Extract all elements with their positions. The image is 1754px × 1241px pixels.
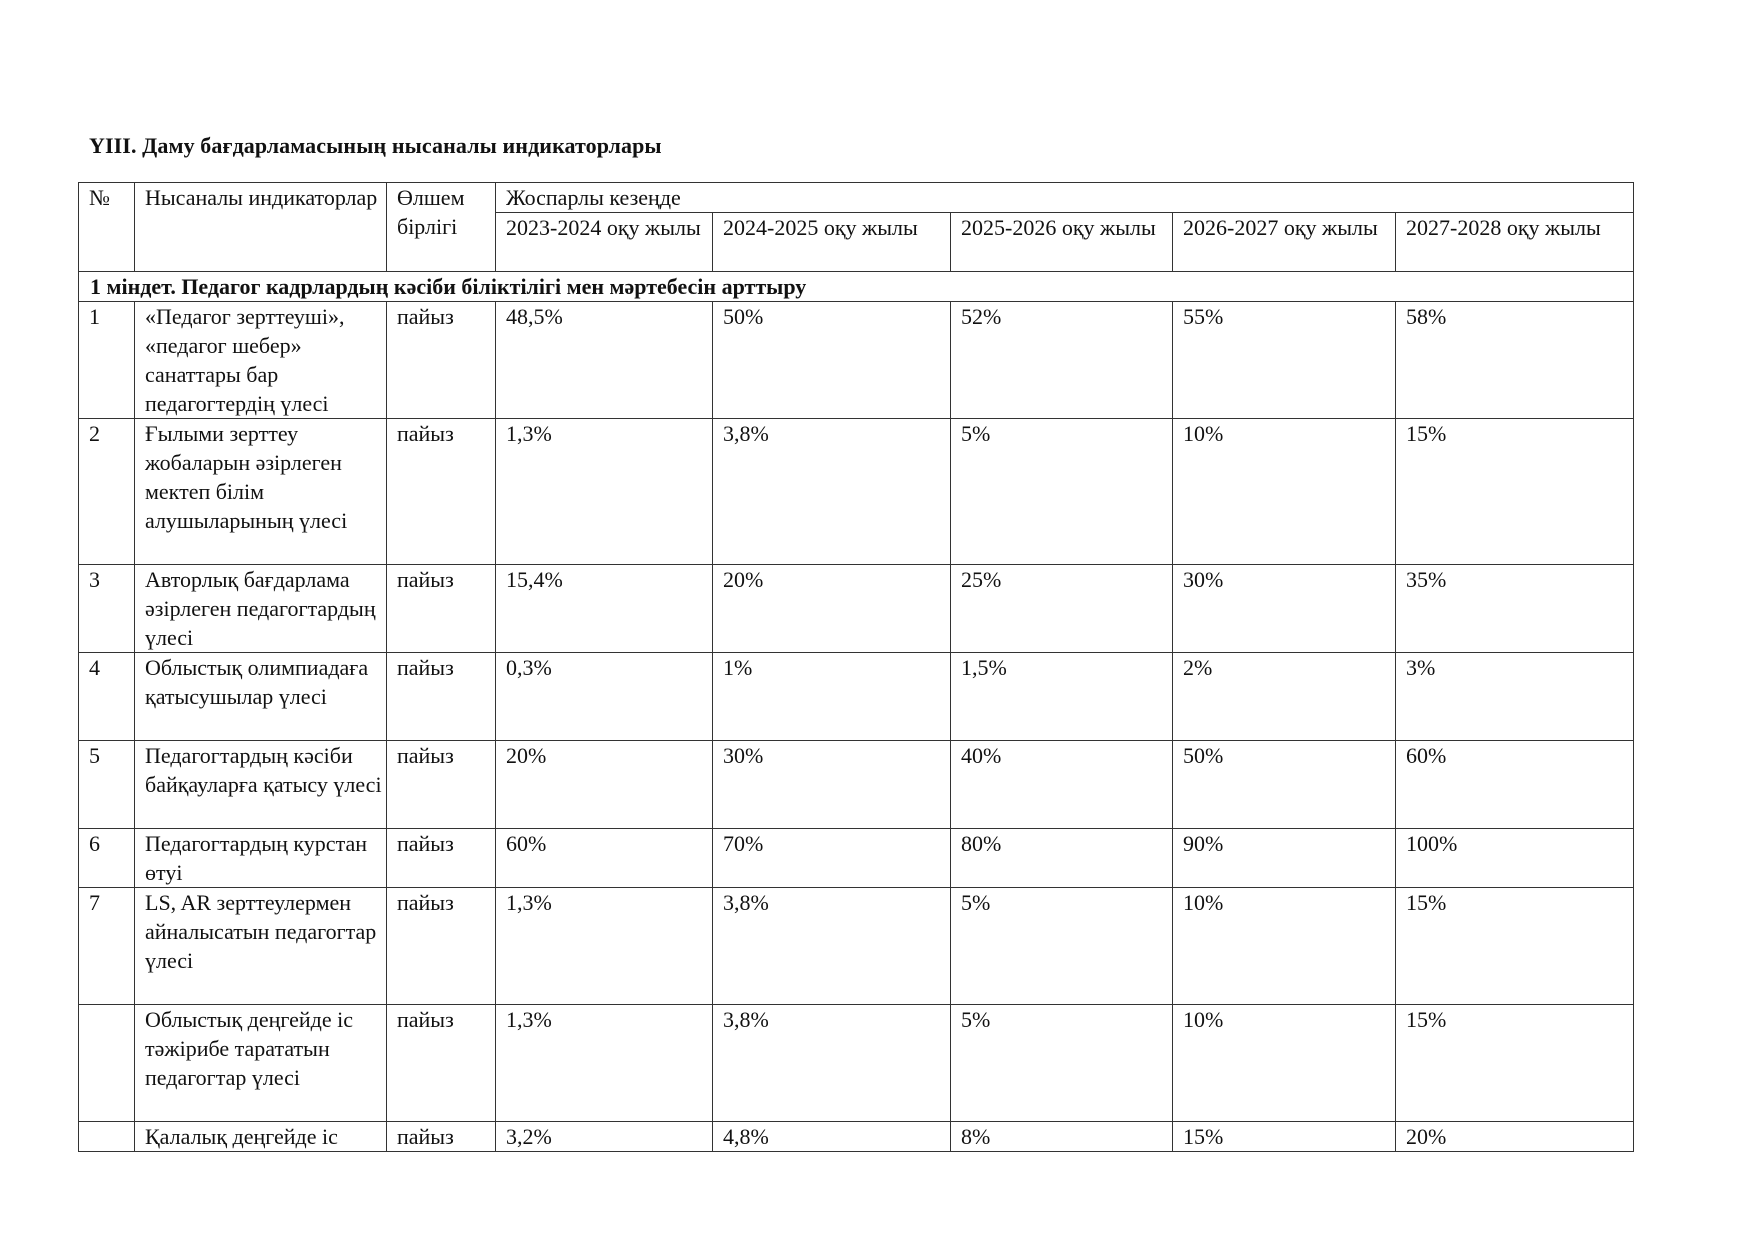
row-num: 1	[79, 302, 135, 419]
table-row	[79, 419, 1634, 565]
row-value: 50%	[1173, 741, 1396, 829]
row-value: 20%	[713, 565, 951, 653]
header-period: Жоспарлы кезеңде	[496, 183, 1634, 213]
section-title: ҮІІІ. Даму бағдарламасының нысаналы индикаторлары	[89, 133, 662, 158]
row-num: 5	[79, 741, 135, 829]
row-indicator: LS, AR зерттеулермен айналысатын педагогтар үлесі	[135, 888, 387, 1005]
row-value: 10%	[1173, 419, 1396, 565]
row-value: 48,5%	[496, 302, 713, 419]
row-indicator: Облыстық деңгейде іс тәжірибе тарататын педагогтар үлесі	[135, 1005, 387, 1122]
row-unit: пайыз	[387, 653, 496, 741]
row-unit: пайыз	[387, 565, 496, 653]
table-row	[79, 1005, 1634, 1122]
header-year: 2025-2026 оқу жылы	[951, 213, 1173, 272]
row-indicator: Қалалық деңгейде іс	[135, 1122, 387, 1152]
table-row	[79, 888, 1634, 1005]
table-row	[79, 302, 1634, 419]
row-unit: пайыз	[387, 302, 496, 419]
row-unit: пайыз	[387, 829, 496, 888]
row-value: 8%	[951, 1122, 1173, 1152]
row-unit: пайыз	[387, 888, 496, 1005]
row-value: 90%	[1173, 829, 1396, 888]
row-value: 20%	[1396, 1122, 1634, 1152]
row-value: 15%	[1396, 419, 1634, 565]
row-indicator: Ғылыми зерттеу жобаларын әзірлеген мектеп білім алушыларының үлесі	[135, 419, 387, 565]
task-heading: 1 міндет. Педагог кадрлардың кәсіби біліктілігі мен мәртебесін арттыру	[79, 272, 1634, 302]
row-num: 2	[79, 419, 135, 565]
header-unit: Өлшем бірлігі	[387, 183, 496, 272]
header-year: 2027-2028 оқу жылы	[1396, 213, 1634, 272]
row-indicator: Авторлық бағдарлама әзірлеген педагогтардың үлесі	[135, 565, 387, 653]
header-year: 2024-2025 оқу жылы	[713, 213, 951, 272]
row-value: 40%	[951, 741, 1173, 829]
row-value: 35%	[1396, 565, 1634, 653]
row-value: 3,8%	[713, 888, 951, 1005]
row-value: 1,5%	[951, 653, 1173, 741]
row-indicator: Педагогтардың курстан өтуі	[135, 829, 387, 888]
table-row	[79, 741, 1634, 829]
table-row	[79, 653, 1634, 741]
header-year: 2026-2027 оқу жылы	[1173, 213, 1396, 272]
row-value: 2%	[1173, 653, 1396, 741]
row-value: 0,3%	[496, 653, 713, 741]
row-num	[79, 1005, 135, 1122]
row-value: 60%	[496, 829, 713, 888]
row-value: 55%	[1173, 302, 1396, 419]
row-value: 4,8%	[713, 1122, 951, 1152]
row-value: 3,8%	[713, 419, 951, 565]
header-year: 2023-2024 оқу жылы	[496, 213, 713, 272]
row-value: 58%	[1396, 302, 1634, 419]
header-row	[79, 183, 1634, 213]
row-value: 20%	[496, 741, 713, 829]
row-value: 50%	[713, 302, 951, 419]
header-indicators: Нысаналы индикаторлар	[135, 183, 387, 272]
row-value: 100%	[1396, 829, 1634, 888]
row-value: 15%	[1396, 888, 1634, 1005]
row-value: 10%	[1173, 888, 1396, 1005]
row-value: 30%	[713, 741, 951, 829]
row-num: 4	[79, 653, 135, 741]
row-value: 3,8%	[713, 1005, 951, 1122]
row-num: 6	[79, 829, 135, 888]
row-value: 5%	[951, 888, 1173, 1005]
row-value: 1%	[713, 653, 951, 741]
task-row	[79, 272, 1634, 302]
row-value: 3,2%	[496, 1122, 713, 1152]
row-unit: пайыз	[387, 741, 496, 829]
row-unit: пайыз	[387, 1122, 496, 1152]
row-value: 30%	[1173, 565, 1396, 653]
row-value: 15,4%	[496, 565, 713, 653]
row-indicator: «Педагог зерттеуші», «педагог шебер» санаттары бар педагогтердің үлесі	[135, 302, 387, 419]
table-row	[79, 565, 1634, 653]
row-value: 25%	[951, 565, 1173, 653]
row-value: 1,3%	[496, 419, 713, 565]
row-value: 1,3%	[496, 888, 713, 1005]
row-num	[79, 1122, 135, 1152]
row-value: 3%	[1396, 653, 1634, 741]
row-value: 10%	[1173, 1005, 1396, 1122]
row-value: 5%	[951, 1005, 1173, 1122]
row-value: 52%	[951, 302, 1173, 419]
row-indicator: Педагогтардың кәсіби байқауларға қатысу үлесі	[135, 741, 387, 829]
row-value: 60%	[1396, 741, 1634, 829]
row-value: 15%	[1396, 1005, 1634, 1122]
row-indicator: Облыстық олимпиадаға қатысушылар үлесі	[135, 653, 387, 741]
row-value: 1,3%	[496, 1005, 713, 1122]
row-num: 7	[79, 888, 135, 1005]
indicators-table	[78, 182, 1634, 1152]
row-unit: пайыз	[387, 1005, 496, 1122]
row-value: 15%	[1173, 1122, 1396, 1152]
row-num: 3	[79, 565, 135, 653]
table-row	[79, 1122, 1634, 1152]
row-unit: пайыз	[387, 419, 496, 565]
row-value: 70%	[713, 829, 951, 888]
row-value: 5%	[951, 419, 1173, 565]
table-row	[79, 829, 1634, 888]
row-value: 80%	[951, 829, 1173, 888]
header-num: №	[79, 183, 135, 272]
